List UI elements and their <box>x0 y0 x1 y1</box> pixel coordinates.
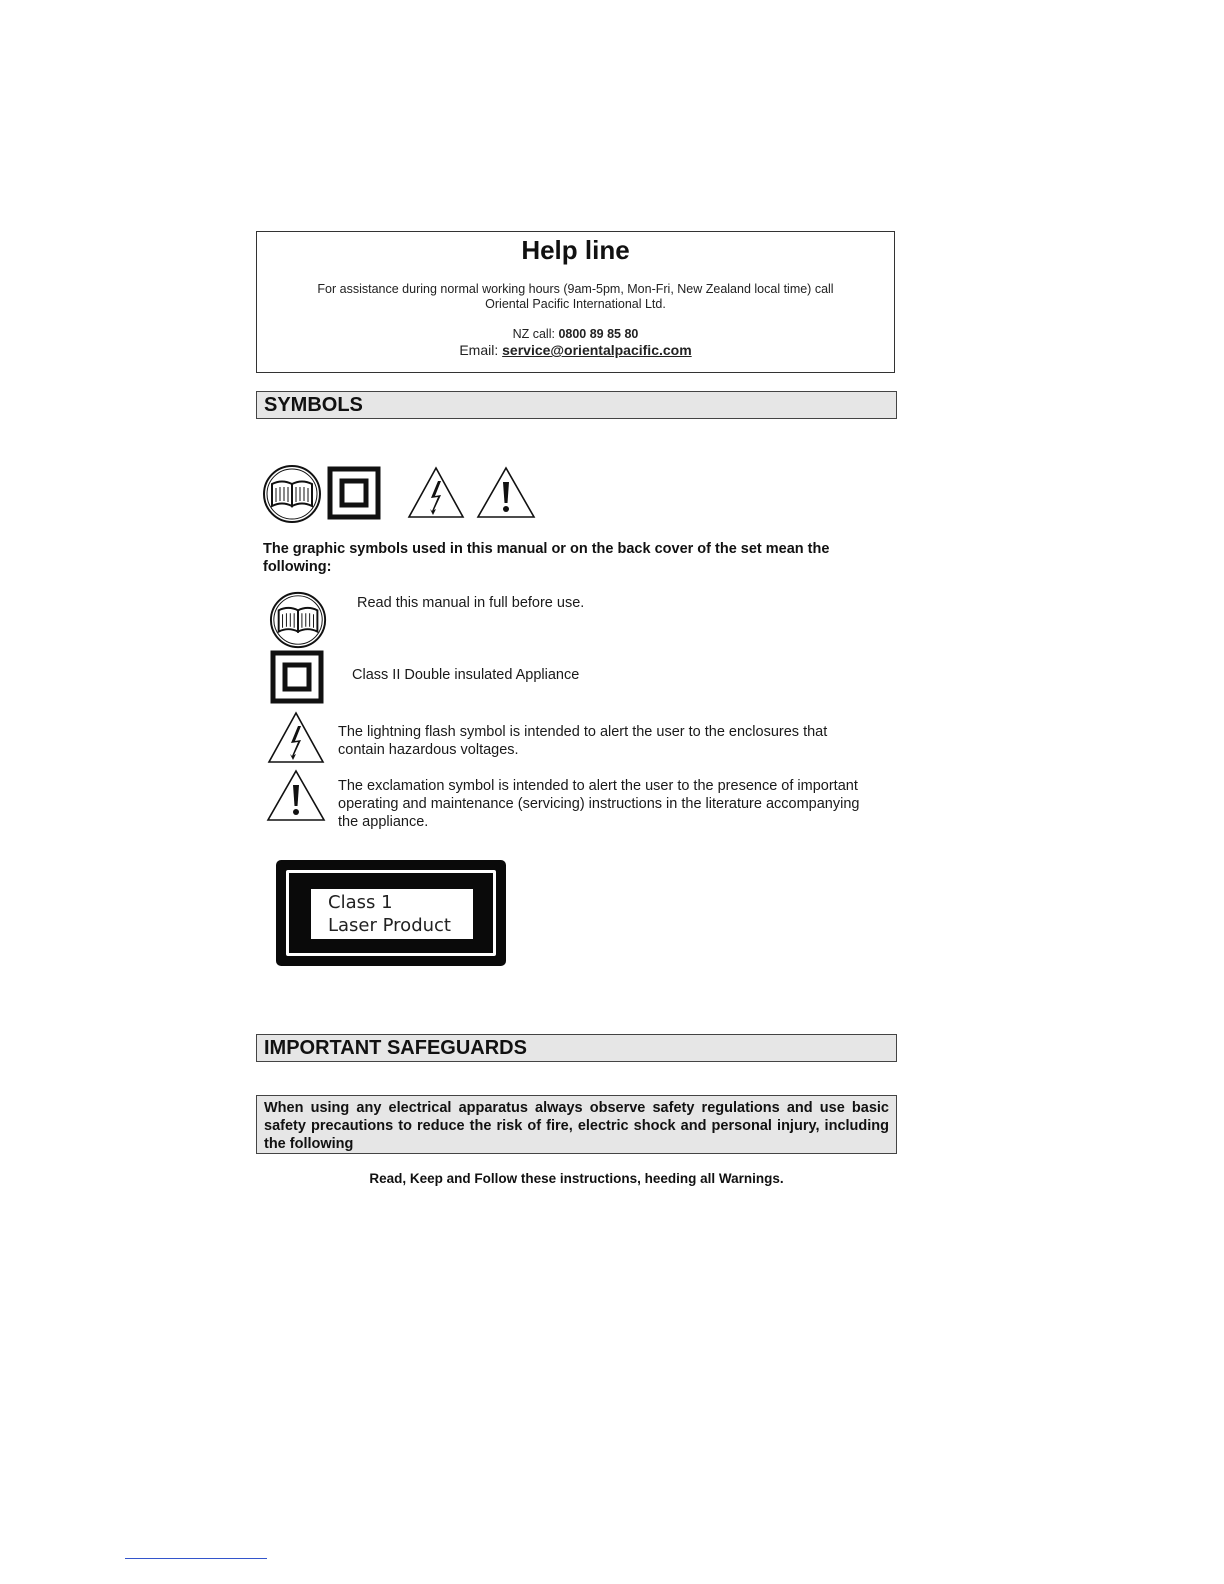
exclamation-triangle-icon <box>265 768 327 824</box>
safety-warning-box: When using any electrical apparatus always observe safety regulations and use basic safety precautions to reduce the risk of fire, electric shock and personal injury, including the following <box>256 1095 897 1154</box>
laser-product-label <box>276 860 506 966</box>
symbol-desc-class-ii: Class II Double insulated Appliance <box>352 667 580 683</box>
helpline-email-line <box>257 342 894 358</box>
email-link[interactable]: service@orientalpacific.com <box>502 342 692 358</box>
book-icon <box>269 590 329 650</box>
double-square-icon <box>270 650 324 704</box>
exclamation-triangle-icon <box>475 465 537 521</box>
lightning-triangle-icon <box>406 465 466 521</box>
footer-rule <box>125 1558 267 1559</box>
symbol-desc-exclamation: The exclamation symbol is intended to alert the user to the presence of important operating and maintenance (servicing) instructions in the literature accompanying the appliance. <box>338 778 860 830</box>
book-icon <box>262 463 324 525</box>
helpline-title: Help line <box>521 235 630 265</box>
safety-instruction-text: Read, Keep and Follow these instructions, heeding all Warnings. <box>369 1171 784 1186</box>
helpline-phone-line <box>257 327 894 341</box>
helpline-box <box>256 231 895 373</box>
phone-number: 0800 89 85 80 <box>558 327 639 341</box>
safeguards-section-header: IMPORTANT SAFEGUARDS <box>256 1034 897 1062</box>
symbols-intro-text: The graphic symbols used in this manual or on the back cover of the set mean the following: <box>263 541 830 575</box>
symbol-desc-book: Read this manual in full before use. <box>357 595 585 611</box>
helpline-company-text: Oriental Pacific International Ltd. <box>485 297 666 311</box>
laser-label-product: Laser Product <box>328 915 451 936</box>
symbol-desc-lightning: The lightning flash symbol is intended to alert the user to the enclosures that contain hazardous voltages. <box>338 724 828 758</box>
double-square-icon <box>327 466 381 520</box>
email-label: Email: <box>459 342 503 358</box>
symbols-section-header: SYMBOLS <box>256 391 897 419</box>
lightning-triangle-icon <box>265 710 327 766</box>
laser-label-text-box <box>311 889 473 939</box>
helpline-hours-text: For assistance during normal working hours (9am-5pm, Mon-Fri, New Zealand local time) call <box>317 282 834 296</box>
phone-label: NZ call: <box>512 327 559 341</box>
laser-label-class: Class 1 <box>328 892 393 913</box>
